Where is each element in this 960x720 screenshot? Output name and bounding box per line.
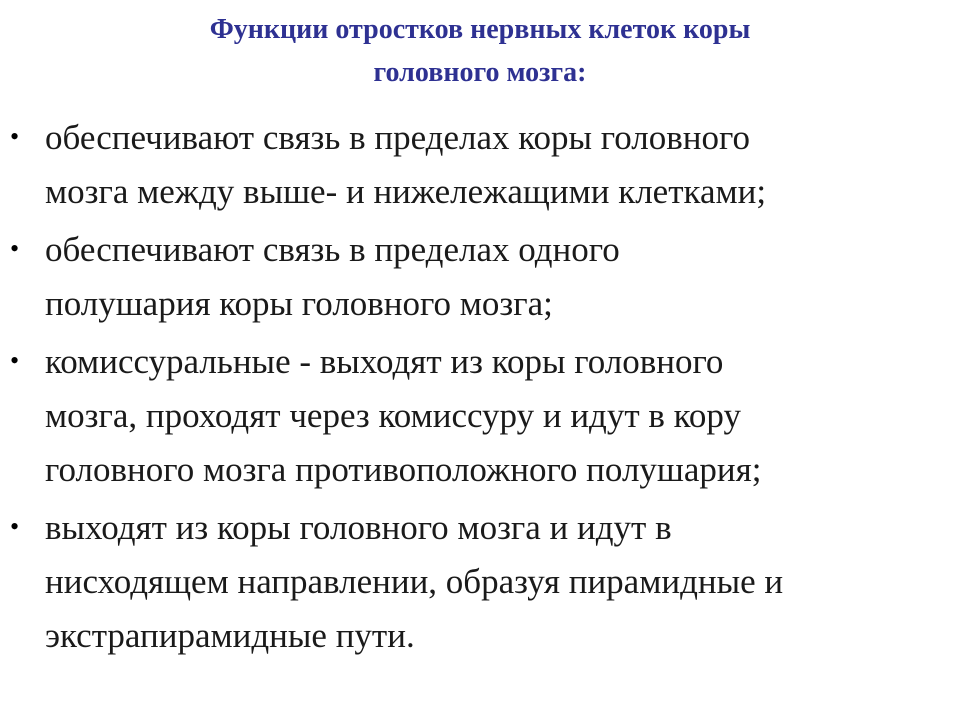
bullet-list xyxy=(0,111,960,667)
bullet-icon: • xyxy=(10,346,20,375)
bullet-text-line: экстрапирамидные пути. xyxy=(45,616,415,655)
bullet-item xyxy=(0,335,955,497)
bullet-text-line: обеспечивают связь в пределах одного xyxy=(45,230,620,269)
bullet-text-line: нисходящем направлении, образуя пирамидные и xyxy=(45,562,784,601)
bullet-icon: • xyxy=(10,512,20,541)
bullet-icon: • xyxy=(10,234,20,263)
bullet-text-line: мозга, проходят через комиссуру и идут в кору xyxy=(45,396,741,435)
bullet-item xyxy=(0,223,955,331)
slide-title xyxy=(0,8,960,94)
bullet-text-line: обеспечивают связь в пределах коры головного xyxy=(45,118,750,157)
bullet-text-line: выходят из коры головного мозга и идут в xyxy=(45,508,672,547)
title-line: Функции отростков нервных клеток коры xyxy=(209,14,751,45)
bullet-item xyxy=(0,111,955,219)
bullet-text-line: головного мозга противоположного полушария; xyxy=(45,450,762,489)
bullet-text-line: полушария коры головного мозга; xyxy=(45,284,553,323)
bullet-text-line: комиссуральные - выходят из коры головного xyxy=(45,342,724,381)
bullet-icon: • xyxy=(10,122,20,151)
bullet-text-line: мозга между выше- и нижележащими клетками; xyxy=(45,172,767,211)
title-line: головного мозга: xyxy=(373,57,587,88)
bullet-item xyxy=(0,501,955,663)
